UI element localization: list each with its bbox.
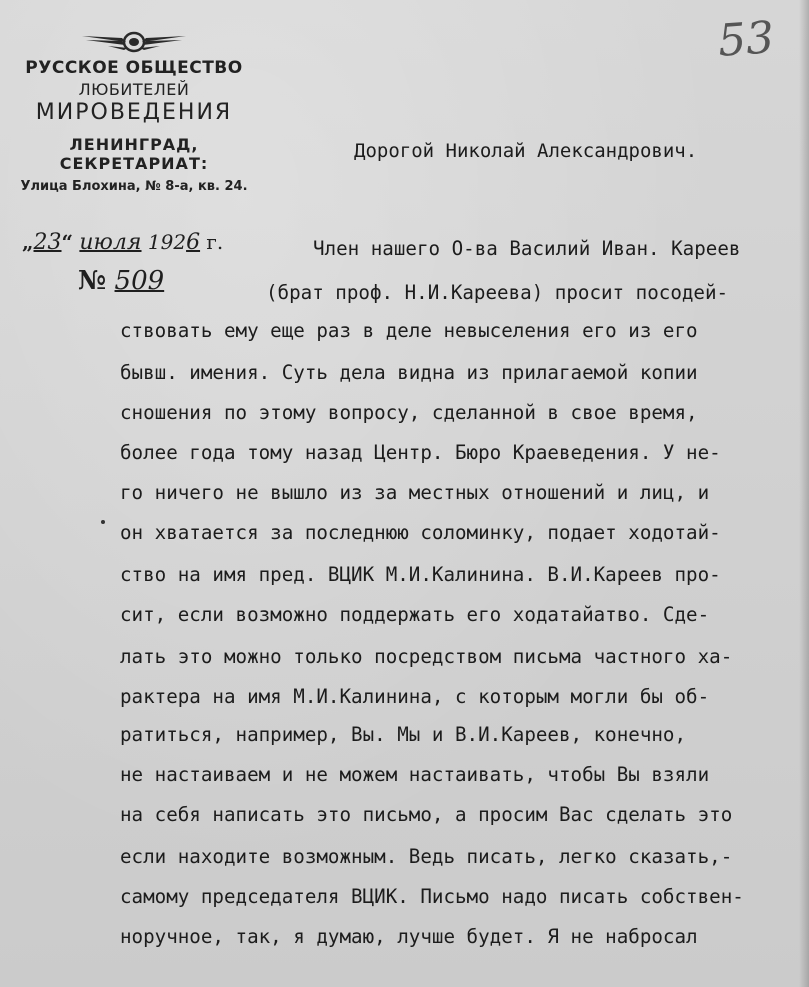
body-line: не настаиваем и не можем настаивать, чтобы Вы взяли bbox=[120, 763, 710, 786]
letterhead-city: ЛЕНИНГРАД, bbox=[69, 135, 199, 154]
date-year-prefix: 192 bbox=[147, 230, 187, 254]
letterhead-line-1: РУССКОЕ ОБЩЕСТВО bbox=[25, 58, 243, 78]
body-line: (брат проф. Н.И.Кареева) просит посодей- bbox=[266, 281, 729, 304]
date-close-quote: “ bbox=[61, 230, 74, 254]
number-value: 509 bbox=[114, 266, 165, 296]
body-line: го ничего не вышло из за местных отношений и лиц, и bbox=[120, 481, 710, 504]
date-month: июля bbox=[79, 230, 142, 255]
body-line: Член нашего О-ва Василий Иван. Кареев bbox=[313, 237, 741, 260]
body-line: норучное, так, я думаю, лучше будет. Я не набросал bbox=[120, 925, 698, 948]
letterhead-secretariat: СЕКРЕТАРИАТ: bbox=[59, 154, 209, 173]
body-line: бывш. имения. Суть дела видна из прилагаемой копии bbox=[120, 361, 698, 384]
date-year-suffix: 6 bbox=[186, 230, 201, 255]
body-line: на себя написать это письмо, а просим Вас сделать это bbox=[120, 803, 733, 826]
date-open-quote: „ bbox=[22, 230, 34, 254]
body-line: сношения по этому вопросу, сделанной в свое время, bbox=[120, 401, 698, 424]
body-line: лать это можно только посредством письма частного ха- bbox=[120, 645, 733, 668]
letterhead-society-name: МИРОВЕДЕНИЯ bbox=[35, 100, 233, 125]
body-line: более года тому назад Центр. Бюро Краеведения. У не- bbox=[120, 441, 721, 464]
body-line: рактера на имя М.И.Калинина, с которым могли бы об- bbox=[120, 685, 710, 708]
ink-dot-mark bbox=[101, 520, 105, 524]
body-line: самому председателя ВЦИК. Письмо надо писать собствен- bbox=[120, 885, 744, 908]
number-sign: № bbox=[78, 266, 107, 296]
date-day: 23 bbox=[33, 230, 62, 255]
body-line: сит, если возможно поддержать его ходатайатво. Сде- bbox=[120, 603, 710, 626]
body-line: если находите возможным. Ведь писать, легко сказать,- bbox=[120, 845, 733, 868]
date-year-abbrev: г. bbox=[206, 230, 224, 254]
body-line: он хватается за последнюю соломинку, подает ходотай- bbox=[120, 521, 721, 544]
handwritten-page-number: 53 bbox=[716, 12, 776, 67]
body-line: ствовать ему еще раз в деле невыселения его из его bbox=[120, 319, 698, 342]
letterhead-line-2: ЛЮБИТЕЛЕЙ bbox=[78, 80, 190, 99]
body-line: ство на имя пред. ВЦИК М.И.Калинина. В.И.Кареев про- bbox=[120, 563, 721, 586]
body-line: ратиться, например, Вы. Мы и В.И.Кареев, конечно, bbox=[120, 723, 687, 746]
letterhead-address: Улица Блохина, № 8-а, кв. 24. bbox=[20, 179, 248, 194]
salutation: Дорогой Николай Александрович. bbox=[354, 140, 698, 162]
